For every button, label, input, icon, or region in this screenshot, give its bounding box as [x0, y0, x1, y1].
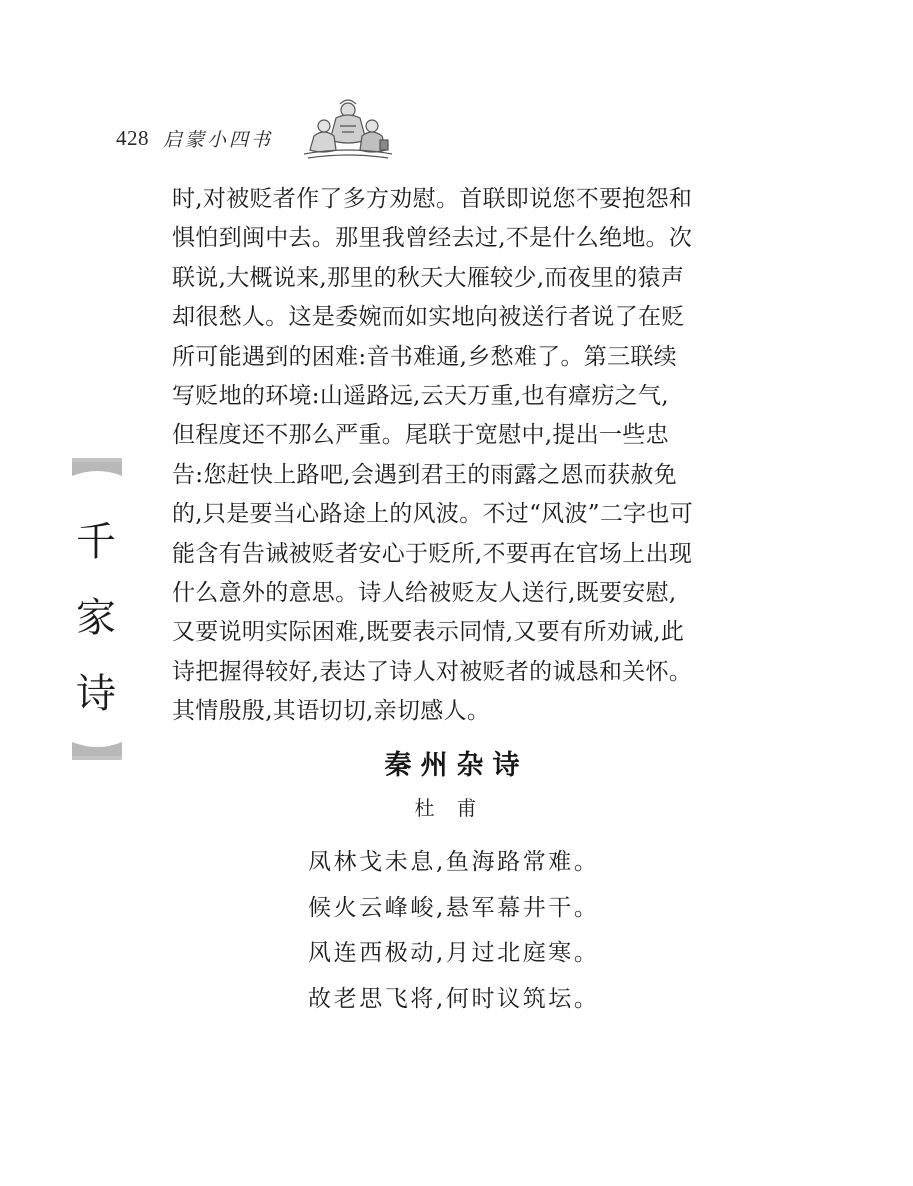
- text-line: 所可能遇到的困难:音书难通,乡愁难了。第三联续: [172, 343, 677, 370]
- text-line: 的,只是要当心路途上的风波。不过“风波”二字也可: [172, 501, 694, 528]
- side-title-char: 诗: [76, 671, 116, 717]
- running-header: [116, 118, 273, 158]
- text-line: 什么意外的意思。诗人给被贬友人送行,既要安慰,: [172, 579, 677, 606]
- scholars-illustration-icon: [300, 96, 396, 160]
- text-line: 但程度还不那么严重。尾联于宽慰中,提出一些忠: [172, 422, 669, 449]
- side-title: [68, 504, 124, 732]
- text-line: 诗把握得较好,表达了诗人对被贬者的诚恳和关怀。: [172, 658, 693, 685]
- poem-author: 杜甫: [414, 796, 499, 820]
- text-line: 时,对被贬者作了多方劝慰。首联即说您不要抱怨和: [172, 186, 693, 212]
- text-line: 惧怕到闽中去。那里我曾经去过,不是什么绝地。次: [172, 225, 693, 252]
- poem-body: [308, 840, 600, 1022]
- text-line: 却很愁人。这是委婉而如实地向被送行者说了在贬: [172, 304, 685, 331]
- poem-line: 候火云峰峻,悬军幕井干。: [308, 894, 600, 921]
- book-title: 启蒙小四书: [163, 128, 274, 151]
- tab-bracket-top-icon: [72, 458, 122, 478]
- side-title-char: 家: [76, 595, 116, 641]
- text-line: 写贬地的环境:山遥路远,云天万重,也有瘴疠之气,: [172, 382, 669, 409]
- poem-title-text: 秦州杂诗: [384, 750, 529, 781]
- side-title-char: 千: [76, 519, 116, 565]
- poem-title: [0, 743, 913, 782]
- poem-line: 故老思飞将,何时议筑坛。: [308, 985, 600, 1012]
- commentary-text: [172, 180, 752, 731]
- poem-line: 风连西极动,月过北庭寒。: [308, 940, 600, 966]
- text-line: 联说,大概说来,那里的秋天大雁较少,而夜里的猿声: [172, 264, 685, 291]
- text-line: 告:您赶快上路吧,会遇到君王的雨露之恩而获赦免: [172, 461, 677, 488]
- poem-line: 凤林戈未息,鱼海路常难。: [308, 849, 600, 875]
- text-line: 能含有告诫被贬者安心于贬所,不要再在官场上出现: [172, 540, 693, 567]
- text-line: 又要说明实际困难,既要表示同情,又要有所劝诫,此: [172, 619, 685, 646]
- text-line: 其情殷殷,其语切切,亲切感人。: [172, 698, 491, 725]
- page-number: 428: [116, 125, 149, 150]
- side-section-tab: [68, 458, 124, 768]
